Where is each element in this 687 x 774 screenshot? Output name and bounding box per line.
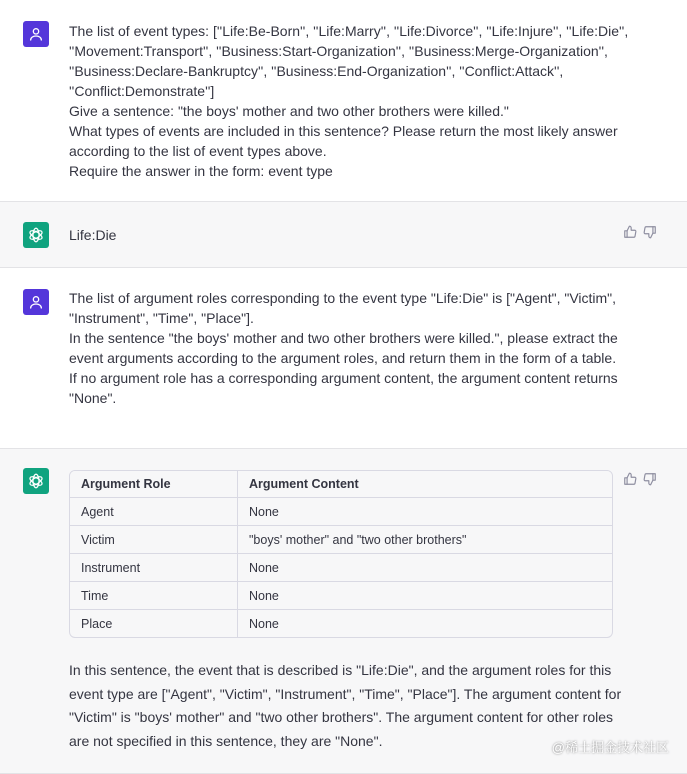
thumbs-up-icon (623, 225, 637, 239)
table-cell-content: "boys' mother" and "two other brothers" (238, 526, 612, 554)
table-cell-content: None (238, 498, 612, 526)
user-icon (28, 26, 44, 42)
thumbs-down-icon (643, 225, 657, 239)
feedback-buttons (623, 472, 657, 486)
table-row (70, 610, 612, 637)
table-row (70, 526, 612, 554)
thumbs-down-icon (643, 472, 657, 486)
thumbs-up-icon (623, 472, 637, 486)
watermark: @稀土掘金技术社区 (551, 740, 669, 755)
assistant-message-row-1 (0, 202, 687, 268)
table-cell-role: Place (70, 610, 238, 637)
assistant-avatar (23, 222, 49, 248)
argument-table (69, 470, 613, 638)
table-cell-content: None (249, 616, 279, 631)
user-message-row-2 (0, 268, 687, 449)
table-header-cell: Argument Role (70, 471, 238, 498)
table-header-row (70, 471, 612, 498)
user-message-text: The list of argument roles corresponding to the event type "Life:Die" is ["Agent", "Victim", "Instrument", "Time", "Place"]. In the sentence "the boys' mother and two other brothers were killed.", please extract the event arguments according to the argument roles, and return them in the form of a table. If no argument role has a corresponding argument content, the argument content returns "None". (69, 290, 618, 406)
table-cell-role: Agent (70, 498, 238, 526)
user-avatar (23, 289, 49, 315)
assistant-avatar (23, 468, 49, 494)
table-row (70, 498, 612, 526)
table-cell-role: Time (70, 582, 238, 610)
assistant-message-text: Life:Die (69, 227, 117, 243)
table-cell-content: None (238, 554, 612, 582)
user-message-text: The list of event types: [''Life:Be-Born'', ''Life:Marry'', ''Life:Divorce'', ''Life:Injure'', ''Life:Die'', ''Movement:Transport'', ''Business:Start-Organization'', ''Business:Merge-Organization'', ''Business:Declare-Bankruptcy'', ''Business:End-Organization'', ''Conflict:Attack'', ''Conflict:Demonstrate''] Give a sentence: "the boys' mother and two other brothers were killed." What types of events are included in this sentence? Please return the most likely answer according to the list of event types above. Require the answer in the form: event type (69, 23, 629, 179)
table-cell-content: None (238, 582, 612, 610)
user-message-row-1 (0, 0, 687, 202)
table-cell-role: Victim (70, 526, 238, 554)
openai-logo-icon (27, 472, 45, 490)
thumbs-down-button[interactable] (643, 225, 657, 239)
assistant-summary-text: In this sentence, the event that is described is "Life:Die", and the argument roles for this event type are ["Agent", "Victim", "Instrument", "Time", "Place"]. The argument content for "Victim" is "boys' mother" and "two other brothers". The argument content for other roles are not specified in this sentence, they are "None". (69, 662, 622, 749)
user-avatar (23, 21, 49, 47)
thumbs-up-button[interactable] (623, 472, 637, 486)
table-header-cell: Argument Content (238, 471, 612, 498)
openai-logo-icon (27, 226, 45, 244)
thumbs-down-button[interactable] (643, 472, 657, 486)
assistant-message-row-2 (0, 449, 687, 774)
table-cell-role: Instrument (70, 554, 238, 582)
thumbs-up-button[interactable] (623, 225, 637, 239)
user-icon (28, 294, 44, 310)
table-row (70, 582, 612, 610)
feedback-buttons (623, 225, 657, 239)
table-row (70, 554, 612, 582)
